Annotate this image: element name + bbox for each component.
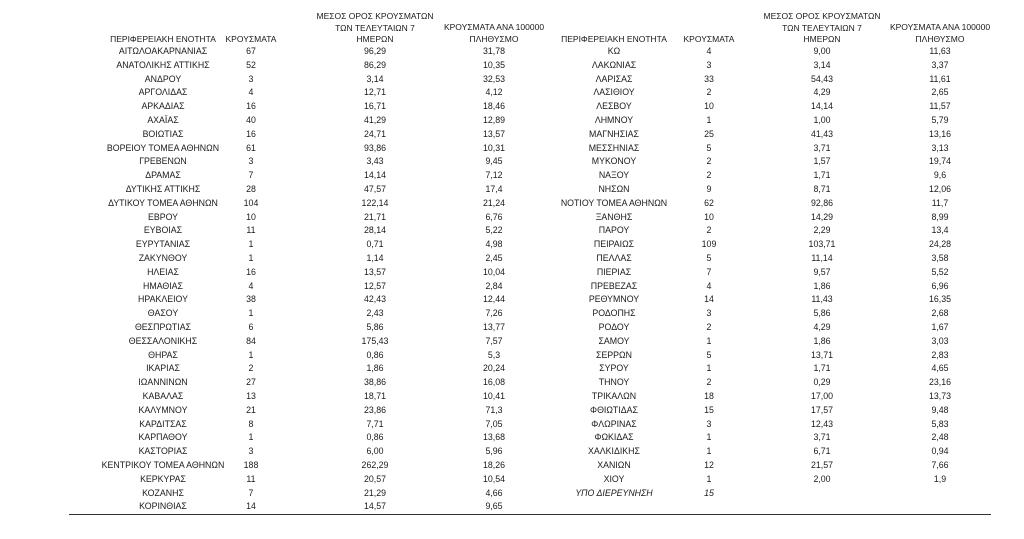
per100k-cell: 5,3 [487, 349, 501, 360]
avg7-cell: 1,86 [813, 335, 831, 346]
per100k-cell: 17,4 [485, 183, 503, 194]
region-cell: ΥΠΟ ΔΙΕΡΕΥΝΗΣΗ [575, 487, 653, 498]
cases-cell: 109 [701, 239, 717, 250]
avg7-cell: 4,29 [813, 87, 831, 98]
avg7-cell: 96,29 [363, 46, 386, 56]
avg7-cell: 1,57 [813, 156, 831, 167]
per100k-cell: 13,16 [928, 128, 951, 139]
cases-cell: 4 [248, 87, 254, 98]
avg7-cell: 9,57 [813, 266, 831, 277]
per100k-cell: 11,61 [929, 73, 951, 84]
region-cell: ΝΟΤΙΟΥ ΤΟΜΕΑ ΑΘΗΝΩΝ [560, 197, 668, 208]
avg7-cell: 2,29 [813, 225, 831, 236]
cases-cell: 1 [706, 335, 712, 346]
region-cell: ΣΕΡΡΩΝ [596, 349, 632, 360]
region-cell: ΕΒΡΟΥ [147, 211, 179, 222]
region-cell: ΚΟΡΙΝΘΙΑΣ [139, 501, 187, 512]
cases-cell: 1 [248, 239, 254, 250]
cases-cell: 1 [248, 308, 254, 319]
avg7-cell: 12,57 [363, 280, 386, 291]
per100k-cell: 16,35 [928, 294, 951, 305]
region-cell: ΧΑΝΙΩΝ [597, 459, 631, 470]
cases-cell: 3 [248, 446, 254, 457]
avg7-cell: 1,14 [366, 252, 384, 263]
per100k-cell: 3,13 [931, 142, 949, 153]
per100k-cell: 13,4 [931, 225, 949, 236]
avg7-cell: 7,71 [366, 418, 384, 429]
region-cell: ΙΩΑΝΝΙΝΩΝ [138, 377, 188, 388]
avg7-cell: 14,14 [363, 170, 386, 181]
table-bottom-rule [69, 514, 991, 515]
cases-cell: 40 [246, 114, 256, 125]
avg7-cell: 17,00 [810, 390, 833, 401]
cases-cell: 15 [704, 487, 714, 498]
cases-cell: 62 [704, 197, 714, 208]
region-cell: ΠΑΡΟΥ [598, 225, 630, 236]
cases-cell: 1 [248, 252, 254, 263]
right-header-avg7: ΜΕΣΟΣ ΟΡΟΣ ΚΡΟΥΣΜΑΤΩΝ ΤΩΝ ΤΕΛΕΥΤΑΙΩΝ 7 ΗΜΕΡΩΝ [763, 11, 881, 44]
cases-cell: 1 [706, 473, 712, 484]
avg7-cell: 3,71 [813, 432, 831, 443]
per100k-cell: 7,05 [485, 418, 503, 429]
region-cell: ΘΑΣΟΥ [147, 308, 179, 319]
region-cell: ΗΡΑΚΛΕΙΟΥ [138, 294, 188, 305]
region-cell: ΞΑΝΘΗΣ [595, 211, 633, 222]
avg7-cell: 1,71 [813, 170, 831, 181]
cases-cell: 3 [248, 156, 254, 167]
region-cell: ΕΥΡΥΤΑΝΙΑΣ [135, 239, 191, 250]
per100k-cell: 20,24 [482, 363, 505, 374]
region-cell: ΑΡΓΟΛΙΔΑΣ [138, 87, 188, 98]
cases-cell: 52 [246, 59, 256, 70]
per100k-cell: 10,54 [482, 473, 505, 484]
per100k-cell: 32,53 [482, 73, 505, 84]
per100k-cell: 10,35 [482, 59, 505, 70]
avg7-cell: 1,00 [813, 114, 831, 125]
avg7-cell: 4,29 [813, 321, 831, 332]
cases-cell: 1 [248, 349, 254, 360]
per100k-cell: 19,74 [928, 156, 951, 167]
cases-cell: 1 [248, 432, 254, 443]
avg7-cell: 3,14 [813, 59, 831, 70]
region-cell: ΘΕΣΠΡΩΤΙΑΣ [134, 321, 192, 332]
left-header-per100k: ΚΡΟΥΣΜΑΤΑ ΑΝΑ 100000 ΠΛΗΘΥΣΜΟ [443, 22, 545, 44]
per100k-cell: 12,06 [928, 183, 951, 194]
avg7-cell: 1,71 [813, 363, 831, 374]
cases-cell: 2 [706, 377, 712, 388]
region-cell: ΘΗΡΑΣ [148, 349, 178, 360]
region-cell: ΕΥΒΟΙΑΣ [143, 225, 183, 236]
avg7-cell: 47,57 [363, 183, 386, 194]
avg7-cell: 42,43 [363, 294, 386, 305]
cases-cell: 67 [246, 46, 256, 56]
cases-cell: 7 [706, 266, 712, 277]
cases-cell: 21 [246, 404, 256, 415]
cases-cell: 1 [706, 114, 712, 125]
cases-cell: 1 [706, 432, 712, 443]
cases-cell: 15 [704, 404, 714, 415]
cases-cell: 16 [246, 128, 256, 139]
region-cell: ΡΟΔΟΥ [598, 321, 630, 332]
avg7-cell: 17,57 [810, 404, 833, 415]
avg7-cell: 12,71 [363, 87, 386, 98]
avg7-cell: 41,29 [363, 114, 386, 125]
region-cell: ΜΥΚΟΝΟΥ [591, 156, 637, 167]
per100k-cell: 2,65 [931, 87, 949, 98]
cases-cell: 4 [706, 280, 712, 291]
avg7-cell: 21,71 [363, 211, 386, 222]
region-cell: ΚΑΣΤΟΡΙΑΣ [138, 446, 188, 457]
per100k-cell: 9,65 [485, 501, 503, 512]
cases-cell: 7 [248, 487, 254, 498]
avg7-cell: 18,71 [363, 390, 386, 401]
per100k-cell: 21,24 [482, 197, 505, 208]
cases-cell: 18 [704, 390, 714, 401]
region-cell: ΦΘΙΩΤΙΔΑΣ [590, 404, 638, 415]
cases-cell: 27 [246, 377, 256, 388]
avg7-cell: 262,29 [361, 459, 389, 470]
per100k-cell: 18,46 [482, 101, 505, 112]
avg7-cell: 12,43 [810, 418, 833, 429]
region-cell: ΑΝΑΤΟΛΙΚΗΣ ΑΤΤΙΚΗΣ [116, 59, 210, 70]
region-cell: ΔΥΤΙΚΗΣ ΑΤΤΙΚΗΣ [125, 183, 201, 194]
region-cell: ΜΑΓΝΗΣΙΑΣ [589, 128, 639, 139]
cases-cell: 61 [246, 142, 256, 153]
avg7-cell: 93,86 [363, 142, 386, 153]
per100k-cell: 12,89 [482, 114, 505, 125]
avg7-cell: 11,43 [811, 294, 833, 305]
region-cell: ΠΕΛΛΑΣ [596, 252, 632, 263]
cases-cell: 2 [706, 156, 712, 167]
avg7-cell: 38,86 [363, 377, 386, 388]
cases-cell: 13 [246, 390, 256, 401]
per100k-cell: 71,3 [485, 404, 503, 415]
per100k-cell: 0,94 [931, 446, 949, 457]
cases-cell: 3 [706, 418, 712, 429]
avg7-cell: 2,43 [366, 308, 384, 319]
per100k-cell: 1,67 [931, 321, 949, 332]
avg7-cell: 16,71 [363, 101, 386, 112]
per100k-cell: 3,37 [931, 59, 949, 70]
per100k-cell: 11,63 [929, 46, 951, 56]
cases-cell: 5 [706, 142, 712, 153]
region-cell: ΗΛΕΙΑΣ [147, 266, 179, 277]
avg7-cell: 103,71 [808, 239, 836, 250]
avg7-cell: 23,86 [363, 404, 386, 415]
region-cell: ΡΕΘΥΜΝΟΥ [588, 294, 640, 305]
cases-cell: 16 [246, 266, 256, 277]
region-cell: ΚΩ [607, 46, 621, 56]
region-cell: ΚΑΛΥΜΝΟΥ [138, 404, 188, 415]
per100k-cell: 11,7 [931, 197, 949, 208]
region-cell: ΤΡΙΚΑΛΩΝ [591, 390, 637, 401]
cases-cell: 11 [246, 225, 256, 236]
avg7-cell: 24,71 [363, 128, 386, 139]
per100k-cell: 9,6 [933, 170, 947, 181]
cases-cell: 10 [246, 211, 256, 222]
region-cell: ΡΟΔΟΠΗΣ [592, 308, 636, 319]
avg7-cell: 1,86 [366, 363, 384, 374]
region-cell: ΠΕΙΡΑΙΩΣ [593, 239, 635, 250]
per100k-cell: 3,58 [931, 252, 949, 263]
per100k-cell: 6,96 [931, 280, 949, 291]
per100k-cell: 2,83 [931, 349, 949, 360]
per100k-cell: 7,57 [485, 335, 503, 346]
per100k-cell: 5,79 [931, 114, 949, 125]
avg7-cell: 5,86 [366, 321, 384, 332]
region-cell: ΑΙΤΩΛΟΑΚΑΡΝΑΝΙΑΣ [118, 46, 208, 56]
avg7-cell: 0,71 [366, 239, 384, 250]
avg7-cell: 13,57 [363, 266, 386, 277]
per100k-cell: 10,04 [482, 266, 505, 277]
cases-cell: 12 [704, 459, 714, 470]
cases-cell: 188 [243, 459, 259, 470]
per100k-cell: 16,08 [482, 377, 505, 388]
per100k-cell: 7,66 [931, 459, 949, 470]
per100k-cell: 31,78 [482, 46, 505, 56]
cases-cell: 38 [246, 294, 256, 305]
per100k-cell: 12,44 [482, 294, 505, 305]
cases-cell: 7 [248, 170, 254, 181]
per100k-cell: 2,48 [931, 432, 949, 443]
avg7-cell: 3,43 [366, 156, 384, 167]
avg7-cell: 0,86 [366, 432, 384, 443]
region-cell: ΝΗΣΩΝ [598, 183, 630, 194]
per100k-cell: 5,22 [485, 225, 503, 236]
per100k-cell: 18,26 [482, 459, 505, 470]
cases-cell: 1 [706, 446, 712, 457]
cases-cell: 33 [704, 73, 714, 84]
avg7-cell: 0,86 [366, 349, 384, 360]
cases-cell: 2 [248, 363, 254, 374]
cases-cell: 4 [706, 46, 712, 56]
avg7-cell: 2,00 [813, 473, 831, 484]
right-header-region: ΠΕΡΙΦΕΡΕΙΑΚΗ ΕΝΟΤΗΤΑ [561, 34, 667, 44]
region-cell: ΛΑΣΙΘΙΟΥ [593, 87, 635, 98]
per100k-cell: 3,03 [931, 335, 949, 346]
region-cell: ΜΕΣΣΗΝΙΑΣ [588, 142, 640, 153]
per100k-cell: 4,12 [485, 87, 503, 98]
per100k-cell: 5,96 [485, 446, 503, 457]
region-cell: ΚΕΡΚΥΡΑΣ [140, 473, 186, 484]
region-cell: ΖΑΚΥΝΘΟΥ [138, 252, 188, 263]
avg7-cell: 3,71 [813, 142, 831, 153]
avg7-cell: 6,00 [366, 446, 384, 457]
avg7-cell: 92,86 [810, 197, 833, 208]
cases-cell: 2 [706, 170, 712, 181]
avg7-cell: 122,14 [361, 197, 389, 208]
per100k-cell: 24,28 [928, 239, 951, 250]
per100k-cell: 13,73 [928, 390, 951, 401]
per100k-cell: 4,66 [485, 487, 503, 498]
avg7-cell: 41,43 [810, 128, 833, 139]
region-cell: ΠΙΕΡΙΑΣ [596, 266, 632, 277]
avg7-cell: 9,00 [813, 46, 831, 56]
left-header-avg7: ΜΕΣΟΣ ΟΡΟΣ ΚΡΟΥΣΜΑΤΩΝ ΤΩΝ ΤΕΛΕΥΤΑΙΩΝ 7 ΗΜΕΡΩΝ [316, 11, 434, 44]
per100k-cell: 10,31 [482, 142, 505, 153]
per100k-cell: 1,9 [933, 473, 947, 484]
region-cell: ΚΑΒΑΛΑΣ [142, 390, 184, 401]
per100k-cell: 2,68 [931, 308, 949, 319]
region-cell: ΔΡΑΜΑΣ [145, 170, 181, 181]
cases-cell: 10 [704, 211, 714, 222]
region-cell: ΤΗΝΟΥ [598, 377, 630, 388]
region-cell: ΗΜΑΘΙΑΣ [143, 280, 183, 291]
avg7-cell: 21,29 [363, 487, 386, 498]
per100k-cell: 7,26 [485, 308, 503, 319]
per100k-cell: 9,45 [485, 156, 503, 167]
cases-cell: 6 [248, 321, 254, 332]
cases-cell: 14 [704, 294, 714, 305]
per100k-cell: 11,57 [929, 101, 951, 112]
region-cell: ΑΝΔΡΟΥ [144, 73, 182, 84]
region-cell: ΒΟΡΕΙΟΥ ΤΟΜΕΑ ΑΘΗΝΩΝ [106, 142, 220, 153]
avg7-cell: 6,71 [813, 446, 831, 457]
cases-cell: 5 [706, 252, 712, 263]
cases-cell: 9 [706, 183, 712, 194]
cases-cell: 84 [246, 335, 256, 346]
cases-cell: 2 [706, 87, 712, 98]
cases-cell: 16 [246, 101, 256, 112]
region-cell: ΛΑΡΙΣΑΣ [595, 73, 633, 84]
per100k-cell: 13,77 [482, 321, 505, 332]
avg7-cell: 54,43 [810, 73, 833, 84]
avg7-cell: 14,57 [363, 501, 386, 512]
cases-cell: 8 [248, 418, 254, 429]
region-cell: ΘΕΣΣΑΛΟΝΙΚΗΣ [128, 335, 198, 346]
avg7-cell: 28,14 [363, 225, 386, 236]
region-cell: ΧΙΟΥ [603, 473, 625, 484]
avg7-cell: 11,14 [811, 252, 833, 263]
per100k-cell: 2,45 [485, 252, 503, 263]
region-cell: ΧΑΛΚΙΔΙΚΗΣ [588, 446, 640, 457]
region-cell: ΔΥΤΙΚΟΥ ΤΟΜΕΑ ΑΘΗΝΩΝ [108, 197, 218, 208]
region-cell: ΚΑΡΠΑΘΟΥ [138, 432, 188, 443]
per100k-cell: 5,52 [931, 266, 949, 277]
per100k-cell: 13,57 [482, 128, 505, 139]
per100k-cell: 7,12 [485, 170, 503, 181]
region-cell: ΚΟΖΑΝΗΣ [142, 487, 184, 498]
cases-cell: 1 [706, 363, 712, 374]
cases-cell: 5 [706, 349, 712, 360]
region-cell: ΒΟΙΩΤΙΑΣ [142, 128, 184, 139]
per100k-cell: 4,65 [931, 363, 949, 374]
per100k-cell: 13,68 [482, 432, 505, 443]
region-cell: ΛΗΜΝΟΥ [594, 114, 634, 125]
per100k-cell: 8,99 [931, 211, 949, 222]
right-header-per100k: ΚΡΟΥΣΜΑΤΑ ΑΝΑ 100000 ΠΛΗΘΥΣΜΟ [889, 22, 991, 44]
cases-cell: 3 [248, 73, 254, 84]
region-cell: ΛΑΚΩΝΙΑΣ [591, 59, 637, 70]
avg7-cell: 1,86 [813, 280, 831, 291]
region-cell: ΙΚΑΡΙΑΣ [146, 363, 180, 374]
region-cell: ΚΕΝΤΡΙΚΟΥ ΤΟΜΕΑ ΑΘΗΝΩΝ [101, 459, 225, 470]
region-cell: ΠΡΕΒΕΖΑΣ [590, 280, 638, 291]
per100k-cell: 9,48 [931, 404, 949, 415]
cases-cell: 25 [704, 128, 714, 139]
cases-cell: 104 [243, 197, 259, 208]
per100k-cell: 6,76 [485, 211, 503, 222]
region-cell: ΓΡΕΒΕΝΩΝ [139, 156, 187, 167]
avg7-cell: 0,29 [813, 377, 831, 388]
region-cell: ΛΕΣΒΟΥ [596, 101, 632, 112]
cases-cell: 10 [704, 101, 714, 112]
avg7-cell: 8,71 [813, 183, 831, 194]
cases-cell: 28 [246, 183, 256, 194]
region-cell: ΚΑΡΔΙΤΣΑΣ [139, 418, 187, 429]
per100k-cell: 10,41 [482, 390, 505, 401]
cases-cell: 4 [248, 280, 254, 291]
region-cell: ΑΧΑΪΑΣ [147, 114, 179, 125]
cases-cell: 3 [706, 308, 712, 319]
avg7-cell: 86,29 [363, 59, 386, 70]
left-header-region: ΠΕΡΙΦΕΡΕΙΑΚΗ ΕΝΟΤΗΤΑ [110, 34, 216, 44]
region-cell: ΑΡΚΑΔΙΑΣ [141, 101, 185, 112]
avg7-cell: 3,14 [366, 73, 384, 84]
avg7-cell: 21,57 [810, 459, 833, 470]
avg7-cell: 5,86 [813, 308, 831, 319]
region-cell: ΦΛΩΡΙΝΑΣ [591, 418, 637, 429]
cases-cell: 3 [706, 59, 712, 70]
cases-cell: 11 [246, 473, 256, 484]
per100k-cell: 2,84 [485, 280, 503, 291]
region-cell: ΝΑΞΟΥ [598, 170, 630, 181]
avg7-cell: 13,71 [810, 349, 833, 360]
avg7-cell: 14,29 [810, 211, 833, 222]
avg7-cell: 14,14 [810, 101, 833, 112]
right-header-cases: ΚΡΟΥΣΜΑΤΑ [683, 34, 735, 44]
cases-cell: 2 [706, 225, 712, 236]
region-cell: ΣΑΜΟΥ [598, 335, 630, 346]
avg7-cell: 175,43 [361, 335, 389, 346]
region-cell: ΣΥΡΟΥ [599, 363, 629, 374]
cases-cell: 14 [246, 501, 256, 512]
avg7-cell: 20,57 [363, 473, 386, 484]
left-header-cases: ΚΡΟΥΣΜΑΤΑ [225, 34, 277, 44]
per100k-cell: 4,98 [485, 239, 503, 250]
region-cell: ΦΩΚΙΔΑΣ [594, 432, 634, 443]
per100k-cell: 23,16 [928, 377, 951, 388]
cases-cell: 2 [706, 321, 712, 332]
per100k-cell: 5,83 [931, 418, 949, 429]
